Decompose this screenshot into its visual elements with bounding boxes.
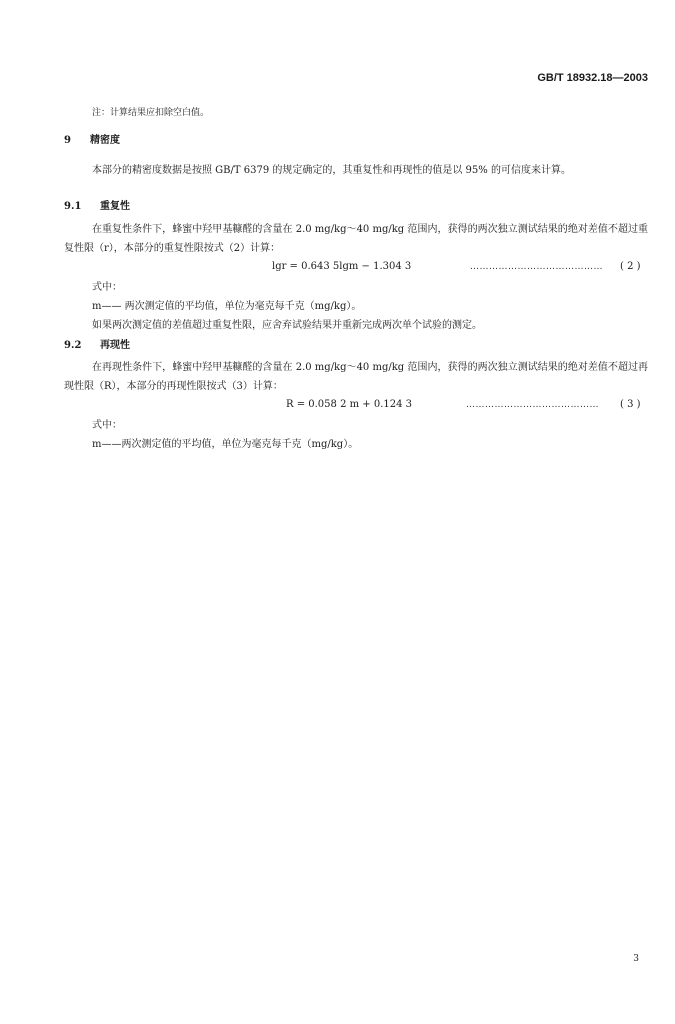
page-number: 3 xyxy=(633,954,639,964)
section-title: 精密度 xyxy=(90,135,120,146)
section-number: 9 xyxy=(64,135,71,146)
repeatability-closing: 如果两次测定值的差值超过重复性限，应舍弃试验结果并重新完成两次单个试验的测定。 xyxy=(92,320,482,331)
subsection-title: 重复性 xyxy=(100,201,130,212)
subsection-number: 9.2 xyxy=(64,340,82,351)
where-label: 式中： xyxy=(92,282,122,293)
subsection-title: 再现性 xyxy=(100,340,130,351)
standard-code: GB/T 18932.18—2003 xyxy=(537,72,648,84)
note-text: 注：计算结果应扣除空白值。 xyxy=(92,108,210,118)
where-definition: m——两次测定值的平均值，单位为毫克每千克（mg/kg）。 xyxy=(92,439,359,450)
formula-2-leader: …………………………………… xyxy=(470,262,603,272)
subsection-number: 9.1 xyxy=(64,201,82,212)
where-label: 式中： xyxy=(92,420,122,431)
repeatability-paragraph: 在重复性条件下，蜂蜜中羟甲基糠醛的含量在 2.0 mg/kg～40 mg/kg 范围内，获得的两次独立测试结果的绝对差值不超过重复性限（r），本部分的重复性限按式（2）计算： xyxy=(64,224,648,254)
formula-3-leader: …………………………………… xyxy=(466,400,599,410)
formula-2: lgr = 0.643 5lgm − 1.304 3 xyxy=(272,261,412,272)
formula-3: R = 0.058 2 m + 0.124 3 xyxy=(286,399,413,410)
reproducibility-paragraph: 在再现性条件下，蜂蜜中羟甲基糠醛的含量在 2.0 mg/kg～40 mg/kg 范围内，获得的两次独立测试结果的绝对差值不超过再现性限（R），本部分的再现性限按式（3）计算： xyxy=(64,362,648,392)
formula-3-label: ( 3 ) xyxy=(620,399,641,410)
where-definition: m—— 两次测定值的平均值，单位为毫克每千克（mg/kg）。 xyxy=(92,301,362,312)
section-paragraph: 本部分的精密度数据是按照 GB/T 6379 的规定确定的，其重复性和再现性的值是以 95% 的可信度来计算。 xyxy=(92,165,571,176)
formula-2-label: ( 2 ) xyxy=(620,261,641,272)
